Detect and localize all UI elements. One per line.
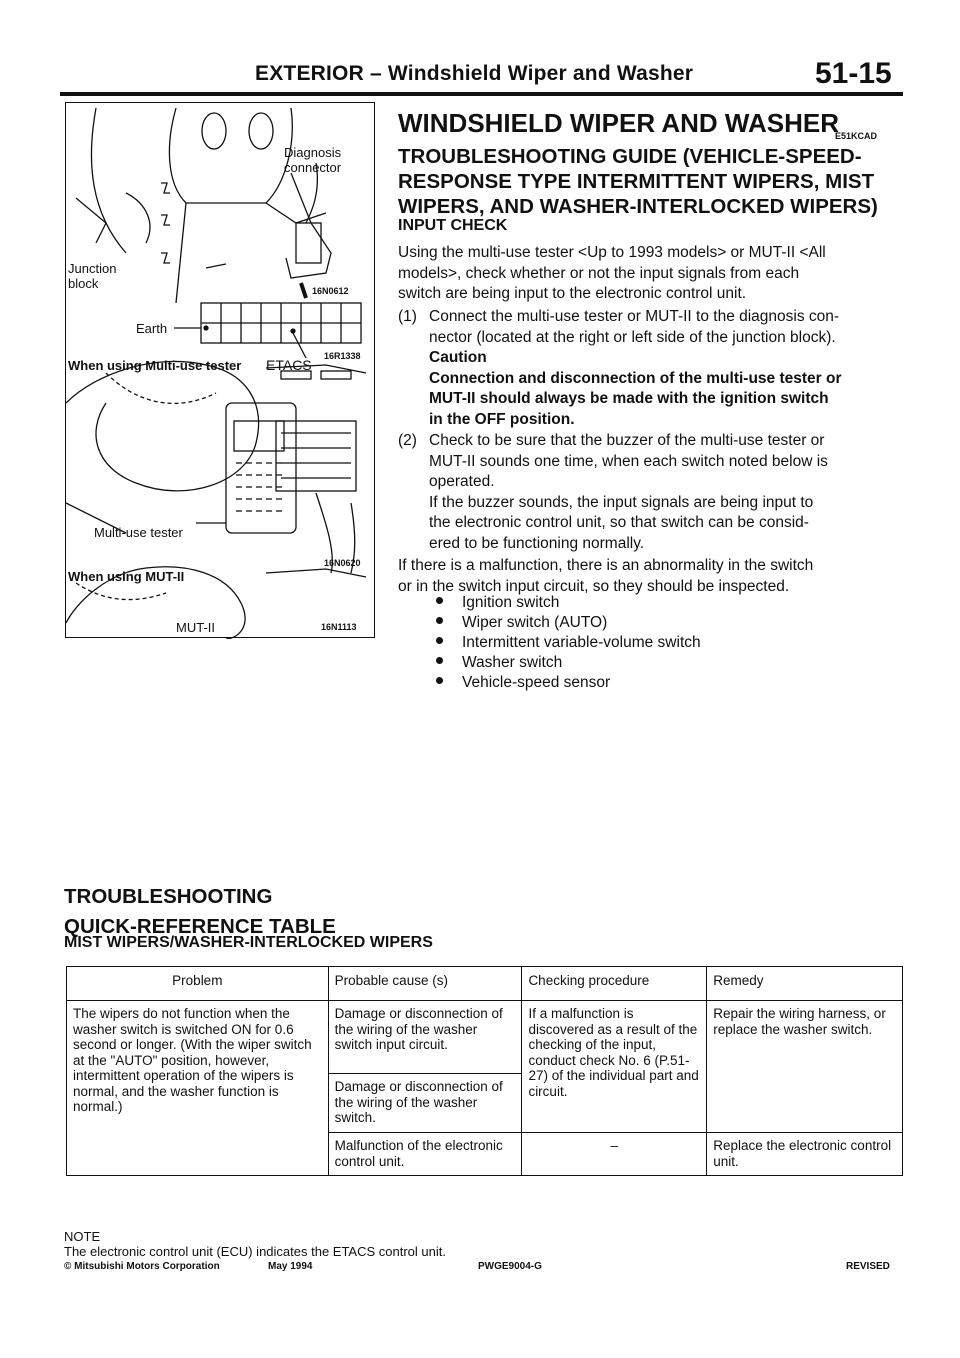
step-2-text: Check to be sure that the buzzer of the multi-use tester or MUT-II sounds one time, when each switch noted below is operated. If the buzzer sounds, the input signals are being input to the electronic control unit, so that switch can be consid- ered to be functioning normally. (429, 432, 828, 552)
label-junction-block: Junction block (68, 261, 117, 291)
cause-cell-3: Malfunction of the electronic control unit. (328, 1133, 522, 1176)
header-check: Checking procedure (522, 967, 707, 1001)
note-label: NOTE (64, 1229, 101, 1244)
check-cell-3: – (522, 1133, 707, 1176)
footer-date: May 1994 (268, 1261, 313, 1272)
footer-code: PWGE9004-G (478, 1261, 542, 1272)
figure-code-2: 16R1338 (324, 351, 361, 361)
intro-paragraph: Using the multi-use tester <Up to 1993 models> or MUT-II <All models>, check whether or not the input signals from each switch are being input to the electronic control unit. (398, 244, 826, 302)
input-check-heading: INPUT CHECK (398, 217, 508, 234)
table-header-row (67, 967, 903, 1001)
footer-copyright: © Mitsubishi Motors Corporation (64, 1261, 220, 1272)
check-cell-1: If a malfunction is discovered as a result of the checking of the input, conduct check No. 6 (P.51-27) of the individual part and circuit. (522, 1001, 707, 1133)
step-1-number: (1) (398, 308, 417, 325)
figure-code-3: 16N0620 (324, 558, 361, 568)
note-block (64, 1230, 446, 1259)
section-subtitle: TROUBLESHOOTING GUIDE (VEHICLE-SPEED- RESPONSE TYPE INTERMITTENT WIPERS, MIST WIPERS, AND WASHER-INTERLOCKED WIPERS) (398, 145, 878, 218)
section-title: WINDSHIELD WIPER AND WASHER (398, 108, 840, 138)
table-subheading: MIST WIPERS/WASHER-INTERLOCKED WIPERS (64, 934, 433, 951)
caution-title: Caution (429, 349, 487, 366)
cause-cell-1: Damage or disconnection of the wiring of the washer switch input circuit. (328, 1001, 522, 1074)
list-item: Intermittent variable-volume switch (436, 633, 701, 653)
label-earth: Earth (136, 321, 168, 336)
illustration-panel (65, 102, 375, 638)
list-item: Wiper switch (AUTO) (436, 613, 607, 633)
remedy-cell-1: Repair the wiring harness, or replace the washer switch. (707, 1001, 903, 1133)
table-row (67, 1001, 903, 1074)
header-cause: Probable cause (s) (328, 967, 522, 1001)
label-multi-use-tester: Multi-use tester (94, 525, 183, 540)
label-etacs: ETACS (266, 357, 312, 373)
step-1-text: Connect the multi-use tester or MUT-II to the diagnosis con- nector (located at the right or left side of the junction block). Caution Connection and disconnection of the multi-use tester or MUT-II should always be made with the ignition switch in the OFF position. (429, 307, 904, 430)
footer-status: REVISED (846, 1261, 890, 1272)
page-number: 51-15 (815, 57, 892, 90)
note-text: The electronic control unit (ECU) indicates the ETACS control unit. (64, 1243, 446, 1259)
figure-code-4: 16N1113 (321, 622, 357, 632)
quick-reference-table (66, 966, 903, 1176)
list-item: Washer switch (436, 653, 562, 673)
step-2-number: (2) (398, 432, 417, 449)
caption-multi-use-tester: When using Multi-use tester (68, 358, 242, 373)
page-header-title: EXTERIOR – Windshield Wiper and Washer (255, 62, 694, 85)
table-heading: TROUBLESHOOTING QUICK-REFERENCE TABLE (64, 885, 336, 938)
cause-cell-2: Damage or disconnection of the wiring of the washer switch. (328, 1074, 522, 1133)
caption-mut-ii: When using MUT-II (68, 569, 185, 584)
header-problem: Problem (67, 967, 329, 1001)
problem-cell: The wipers do not function when the washer switch is switched ON for 0.6 second or longer. (With the wiper switch at the "AUTO" position, however, intermittent operation of the wipers is normal, and the washer function is normal.) (67, 1001, 329, 1176)
header-rule (60, 92, 903, 96)
malfunction-paragraph: If there is a malfunction, there is an abnormality in the switch or in the switch input circuit, so they should be inspected. (398, 557, 814, 595)
label-mut-ii: MUT-II (176, 620, 215, 635)
figure-code-1: 16N0612 (312, 286, 349, 296)
list-item: Ignition switch (436, 593, 559, 613)
remedy-cell-3: Replace the electronic control unit. (707, 1133, 903, 1176)
list-item: Vehicle-speed sensor (436, 673, 610, 693)
header-remedy: Remedy (707, 967, 903, 1001)
section-code: E51KCAD (835, 131, 878, 141)
label-diagnosis-connector: Diagnosis connector (284, 145, 342, 175)
